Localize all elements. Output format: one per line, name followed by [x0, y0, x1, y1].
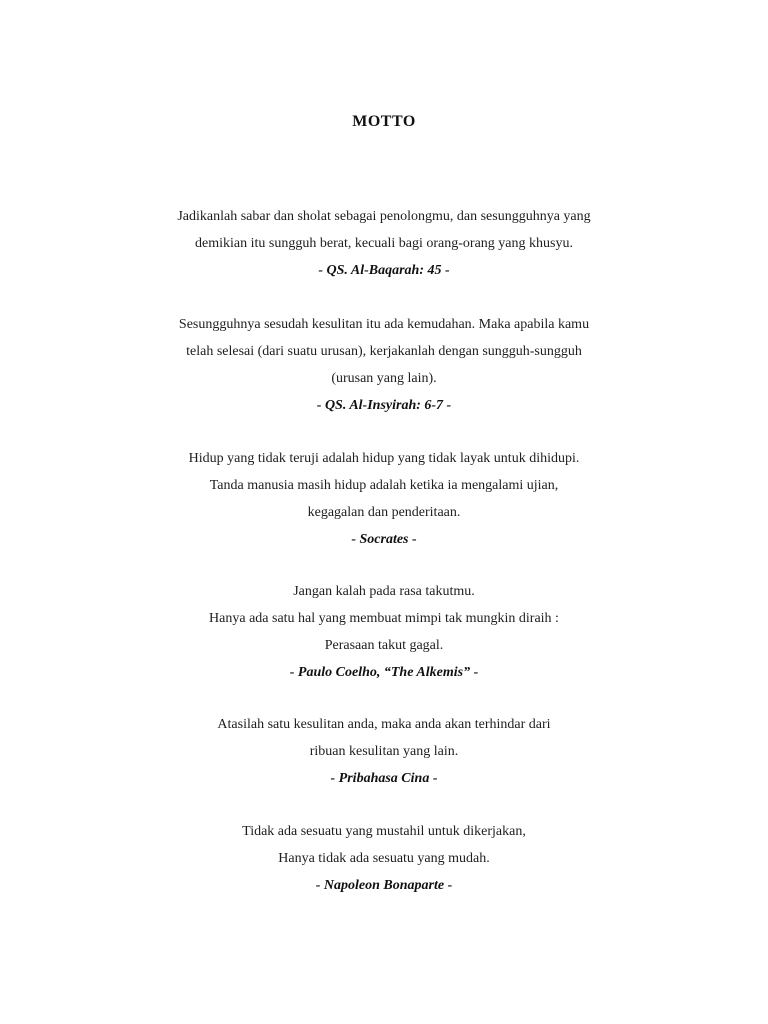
- quote-line: Hanya ada satu hal yang membuat mimpi tak mungkin diraih :: [209, 611, 559, 626]
- page-title: MOTTO: [352, 113, 416, 130]
- quote-source: - Napoleon Bonaparte -: [315, 878, 453, 893]
- quote-line: Atasilah satu kesulitan anda, maka anda akan terhindar dari: [217, 717, 551, 732]
- quote-line: demikian itu sungguh berat, kecuali bagi orang-orang yang khusyu.: [195, 236, 573, 251]
- quote-block: [0, 578, 768, 686]
- quote-line: Perasaan takut gagal.: [324, 638, 444, 653]
- quote-line: Hidup yang tidak teruji adalah hidup yang tidak layak untuk dihidupi.: [188, 451, 580, 466]
- quote-line: ribuan kesulitan yang lain.: [309, 744, 459, 759]
- quote-line: telah selesai (dari suatu urusan), kerjakanlah dengan sungguh-sungguh: [186, 344, 582, 359]
- quote-line: Tanda manusia masih hidup adalah ketika ia mengalami ujian,: [209, 478, 559, 493]
- quote-line: Jadikanlah sabar dan sholat sebagai penolongmu, dan sesungguhnya yang: [177, 209, 591, 224]
- quote-block: [0, 203, 768, 284]
- quote-line: Hanya tidak ada sesuatu yang mudah.: [278, 851, 490, 866]
- quote-line: kegagalan dan penderitaan.: [307, 505, 461, 520]
- quote-source: - QS. Al-Baqarah: 45 -: [318, 263, 450, 278]
- quote-line: Tidak ada sesuatu yang mustahil untuk dikerjakan,: [242, 824, 526, 839]
- quote-line: Jangan kalah pada rasa takutmu.: [293, 584, 475, 599]
- quote-block: [0, 818, 768, 899]
- quote-block: [0, 445, 768, 553]
- quote-source: - Paulo Coelho, “The Alkemis” -: [289, 665, 479, 680]
- quote-source: - Pribahasa Cina -: [330, 771, 438, 786]
- quote-line: Sesungguhnya sesudah kesulitan itu ada kemudahan. Maka apabila kamu: [178, 317, 590, 332]
- quote-source: - Socrates -: [351, 532, 417, 547]
- quote-block: [0, 311, 768, 419]
- quote-source: - QS. Al-Insyirah: 6-7 -: [316, 398, 452, 413]
- quote-block: [0, 711, 768, 792]
- quote-line: (urusan yang lain).: [331, 371, 437, 386]
